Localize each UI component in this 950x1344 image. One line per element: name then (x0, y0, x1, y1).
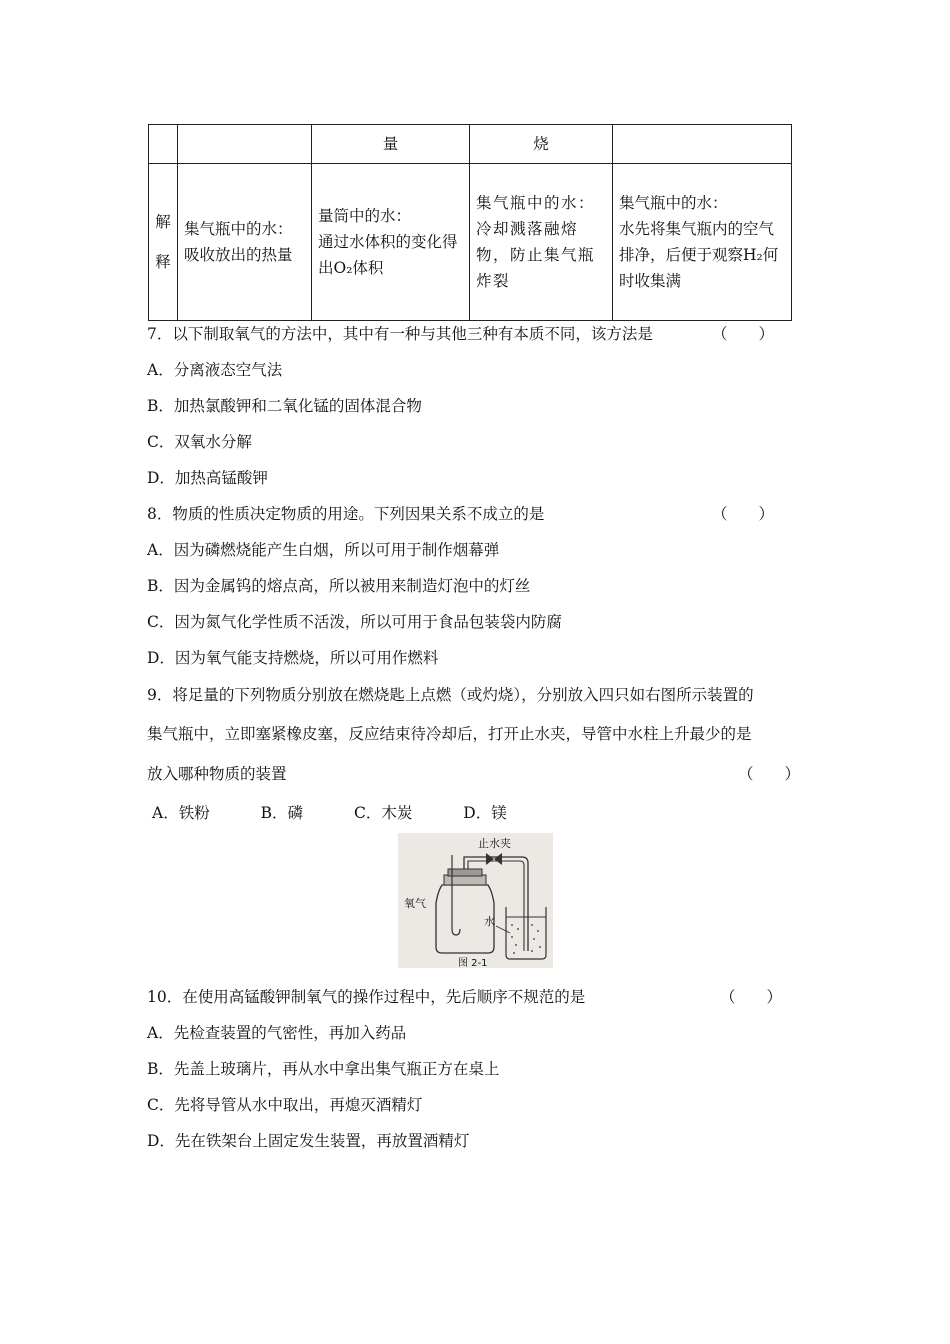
q8-stem: 8．物质的性质决定物质的用途。下列因果关系不成立的是 (147, 505, 545, 523)
table-row (149, 164, 792, 321)
q7-option-d: D．加热高锰酸钾 (147, 469, 268, 487)
label-clamp: 止水夹 (478, 837, 511, 850)
q10-answer-paren: （ ） (720, 988, 783, 1006)
table-cell (613, 164, 792, 321)
figure-caption: 图 2-1 (458, 958, 488, 968)
row-label-cell (149, 164, 178, 321)
apparatus-figure (398, 833, 553, 968)
table-cell (149, 125, 178, 164)
q10-option-b: B．先盖上玻璃片，再从水中拿出集气瓶正方在桌上 (147, 1060, 500, 1078)
cell-text: 集气瓶中的水： 吸收放出的热量 (184, 220, 293, 264)
table-cell (312, 164, 470, 321)
row-label: 解释 (155, 213, 171, 271)
q9-stem-line: 9．将足量的下列物质分别放在燃烧匙上点燃（或灼烧），分别放入四只如右图所示装置的 (147, 686, 754, 704)
q9-stem-line: 放入哪种物质的装置 (147, 765, 287, 783)
table-cell (178, 164, 312, 321)
q9-answer-paren: （ ） (738, 765, 801, 783)
experiment-table (148, 124, 792, 321)
q9-stem-line: 集气瓶中，立即塞紧橡皮塞，反应结束待冷却后，打开止水夹，导管中水柱上升最少的是 (147, 725, 752, 743)
cell-text: 集气瓶中的水： 水先将集气瓶内的空气排净，后便于观察H₂何时收集满 (619, 194, 779, 290)
q9-options (152, 801, 553, 823)
q7-answer-paren: （ ） (712, 325, 775, 343)
q9-option-d: D．镁 (463, 804, 507, 822)
q9-option-c: C．木炭 (353, 804, 413, 822)
apparatus-diagram (398, 833, 553, 968)
label-oxygen: 氧气 (404, 897, 426, 910)
q7-option-b: B．加热氯酸钾和二氧化锰的固体混合物 (147, 397, 422, 415)
table-cell (613, 125, 792, 164)
table-cell: 烧 (470, 125, 613, 164)
q8-option-c: C．因为氮气化学性质不活泼，所以可用于食品包装袋内防腐 (147, 613, 562, 631)
q10-option-c: C．先将导管从水中取出，再熄灭酒精灯 (147, 1096, 423, 1114)
q8-option-b: B．因为金属钨的熔点高，所以被用来制造灯泡中的灯丝 (147, 577, 531, 595)
label-water: 水 (484, 915, 495, 928)
q7-option-c: C．双氧水分解 (147, 433, 252, 451)
q8-option-d: D．因为氧气能支持燃烧，所以可用作燃料 (147, 649, 439, 667)
cell-text: 集气瓶中的水： 冷却溅落融熔物，防止集气瓶炸裂 (476, 194, 596, 290)
cell-text: 量筒中的水： 通过水体积的变化得出O₂体积 (318, 207, 458, 277)
table-cell (178, 125, 312, 164)
q10-stem: 10．在使用高锰酸钾制氧气的操作过程中，先后顺序不规范的是 (147, 988, 586, 1006)
q9-option-b: B．磷 (260, 804, 304, 822)
q8-answer-paren: （ ） (712, 505, 775, 523)
q7-option-a: A．分离液态空气法 (147, 361, 283, 379)
q9-option-a: A．铁粉 (152, 804, 210, 822)
table-cell: 量 (312, 125, 470, 164)
q8-option-a: A．因为磷燃烧能产生白烟，所以可用于制作烟幕弹 (147, 541, 500, 559)
q10-option-a: A．先检查装置的气密性，再加入药品 (147, 1024, 407, 1042)
table-row (149, 125, 792, 164)
q10-option-d: D．先在铁架台上固定发生装置，再放置酒精灯 (147, 1132, 470, 1150)
q7-stem: 7．以下制取氧气的方法中，其中有一种与其他三种有本质不同，该方法是 (147, 325, 653, 343)
table-cell (470, 164, 613, 321)
